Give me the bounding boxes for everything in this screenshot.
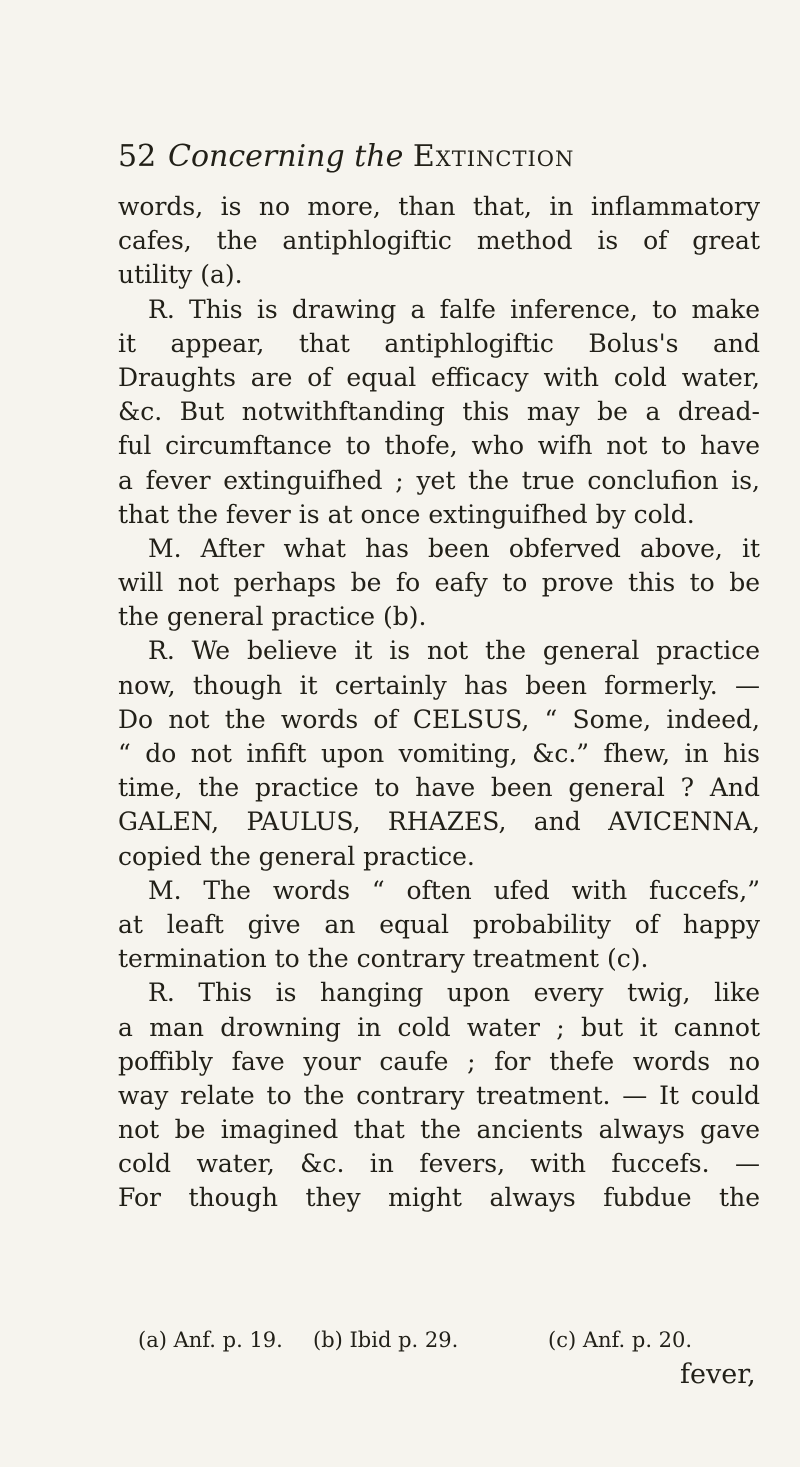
text-line: a man drowning in cold water ; but it cannot xyxy=(118,1012,760,1042)
text-line: &c. But notwithftanding this may be a dread- xyxy=(118,397,760,427)
text-line: M. The words “ often ufed with fuccefs,” xyxy=(148,875,760,905)
text-line: “ do not infift upon vomiting, &c.” fhew, in his xyxy=(118,739,760,768)
text-line: way relate to the contrary treatment. — It could xyxy=(118,1080,760,1110)
text-line: copied the general practice. xyxy=(118,841,475,871)
text-line: M. After what has been obferved above, it xyxy=(148,533,760,563)
text-line: R. This is drawing a falfe inference, to make xyxy=(148,294,760,324)
running-head xyxy=(168,132,574,182)
text-line: R. We believe it is not the general practice xyxy=(148,636,760,666)
text-line: Draughts are of equal efficacy with cold water, xyxy=(118,362,760,392)
text-line: Do not the words of CELSUS, “ Some, indeed, xyxy=(118,704,760,734)
text-line: will not perhaps be fo eafy to prove this to be xyxy=(118,568,760,598)
text-line: For though they might always fubdue the xyxy=(118,1183,760,1213)
footnote-a: (a) Anf. p. 19. xyxy=(138,1328,283,1352)
page-number: 52 xyxy=(118,139,157,174)
text-line: it appear, that antiphlogiftic Bolus's and xyxy=(118,328,760,358)
text-line: cold water, &c. in fevers, with fuccefs. — xyxy=(118,1149,760,1179)
running-head-italic: Concerning the xyxy=(168,139,413,174)
text-line: utility (a). xyxy=(118,260,243,290)
page-header xyxy=(118,132,758,182)
text-line: R. This is hanging upon every twig, like xyxy=(148,978,760,1008)
text-line: that the fever is at once extinguifhed by cold. xyxy=(118,499,695,529)
text-line: ful circumftance to thofe, who wifh not to have xyxy=(118,431,760,461)
catchword: fever, xyxy=(680,1359,756,1390)
text-line: words, is no more, than that, in inflammatory xyxy=(118,192,760,221)
text-line: time, the practice to have been general ? And xyxy=(118,773,760,803)
footnote-c: (c) Anf. p. 20. xyxy=(548,1328,693,1352)
text-line: a fever extinguifhed ; yet the true conclufion is, xyxy=(118,465,760,495)
text-line: the general practice (b). xyxy=(118,602,427,632)
text-line: cafes, the antiphlogiftic method is of great xyxy=(118,226,760,256)
text-line: at leaft give an equal probability of happy xyxy=(118,909,760,939)
text-line: GALEN, PAULUS, RHAZES, and AVICENNA, xyxy=(118,807,760,837)
text-line: poffibly fave your caufe ; for thefe words no xyxy=(118,1046,760,1076)
text-line: now, though it certainly has been formerly. — xyxy=(118,670,760,700)
footnote-b: (b) Ibid p. 29. xyxy=(313,1328,459,1352)
text-line: not be imagined that the ancients always gave xyxy=(118,1115,760,1145)
body-text xyxy=(118,190,760,1216)
text-line: termination to the contrary treatment (c). xyxy=(118,944,649,974)
running-head-smallcaps: Extinction xyxy=(412,139,575,174)
